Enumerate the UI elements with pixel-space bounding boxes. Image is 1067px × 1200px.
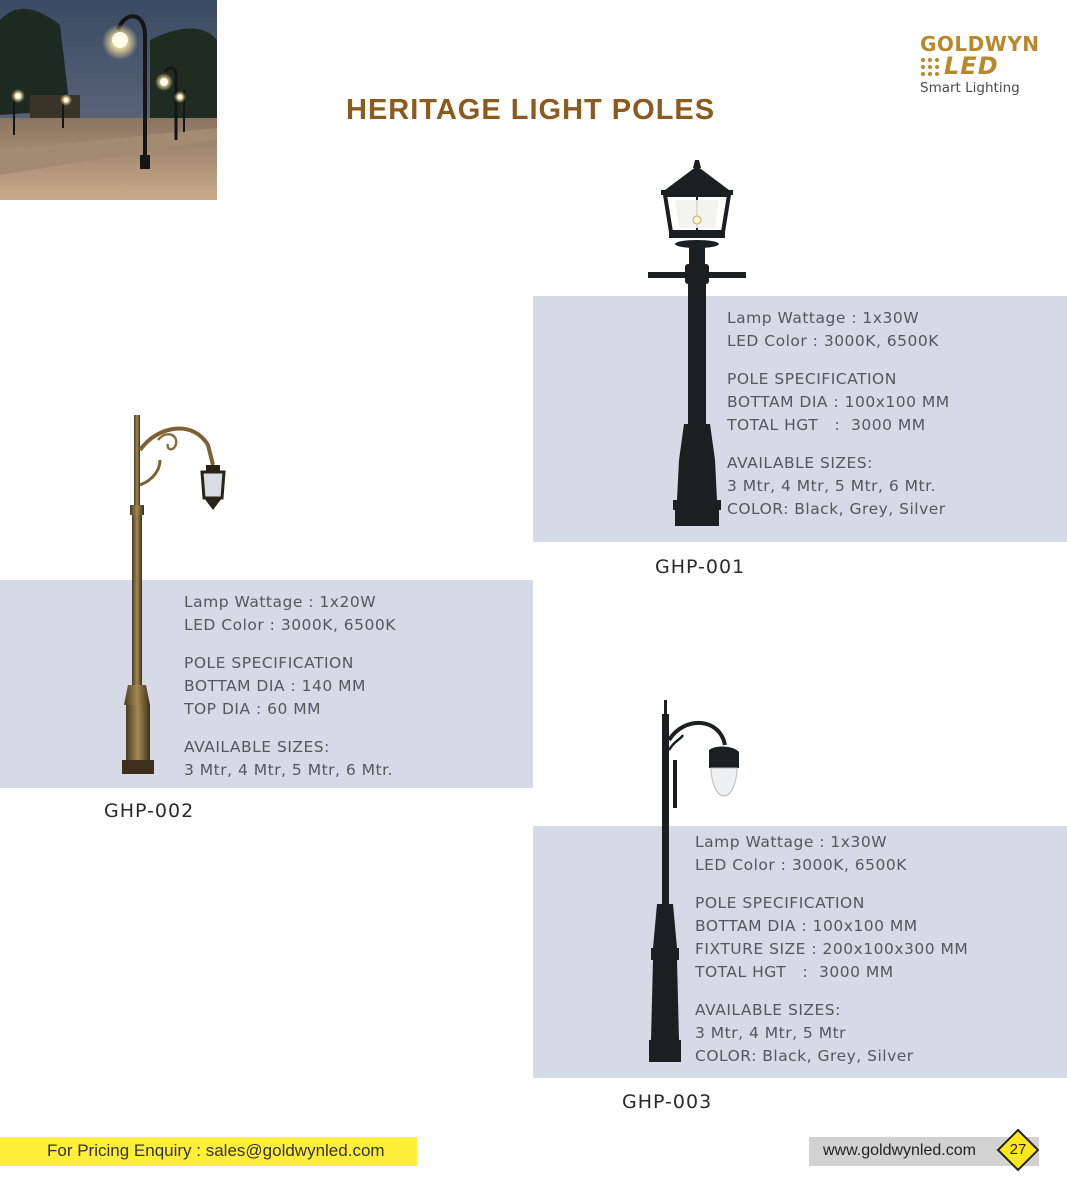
page-number: 27 [1009, 1141, 1027, 1158]
spec-line: LED Color : 3000K, 6500K [727, 332, 939, 350]
logo-led: LED [944, 52, 999, 80]
model-label-ghp-003: GHP-003 [622, 1091, 713, 1113]
spec-line: POLE SPECIFICATION [695, 894, 865, 912]
spec-line: Lamp Wattage : 1x30W [727, 309, 920, 327]
spec-line: 3 Mtr, 4 Mtr, 5 Mtr, 6 Mtr. [184, 761, 394, 779]
spec-line: AVAILABLE SIZES: [184, 738, 330, 756]
hero-street-photo [0, 0, 217, 200]
spec-line: Lamp Wattage : 1x30W [695, 833, 888, 851]
spec-line: Lamp Wattage : 1x20W [184, 593, 377, 611]
spec-line: TOTAL HGT : 3000 MM [695, 963, 894, 981]
model-label-ghp-002: GHP-002 [104, 800, 195, 822]
spec-line: BOTTAM DIA : 100x100 MM [695, 917, 918, 935]
pricing-enquiry-text[interactable]: For Pricing Enquiry : sales@goldwynled.com [47, 1141, 385, 1160]
spec-line: POLE SPECIFICATION [727, 370, 897, 388]
spec-line: 3 Mtr, 4 Mtr, 5 Mtr [695, 1024, 847, 1042]
goldwyn-logo [900, 30, 1040, 100]
spec-line: LED Color : 3000K, 6500K [695, 856, 907, 874]
spec-line: BOTTAM DIA : 140 MM [184, 677, 366, 695]
spec-line: COLOR: Black, Grey, Silver [695, 1047, 914, 1065]
spec-line: FIXTURE SIZE : 200x100x300 MM [695, 940, 969, 958]
spec-line: AVAILABLE SIZES: [695, 1001, 841, 1019]
spec-line: TOP DIA : 60 MM [184, 700, 322, 718]
logo-brand: GOLDWYN [920, 32, 1040, 56]
logo-tagline: Smart Lighting [920, 80, 1020, 96]
spec-text-ghp-003 [695, 831, 968, 1068]
page-title: HERITAGE LIGHT POLES [346, 94, 716, 126]
website-link[interactable]: www.goldwynled.com [823, 1142, 976, 1159]
spec-line: BOTTAM DIA : 100x100 MM [727, 393, 950, 411]
dot-grid-icon [920, 57, 940, 77]
spec-line: COLOR: Black, Grey, Silver [727, 500, 946, 518]
spec-text-ghp-001 [727, 307, 950, 521]
model-label-ghp-001: GHP-001 [655, 556, 746, 578]
spec-line: AVAILABLE SIZES: [727, 454, 873, 472]
pricing-enquiry-bar [0, 1137, 417, 1166]
spec-line: 3 Mtr, 4 Mtr, 5 Mtr, 6 Mtr. [727, 477, 937, 495]
spec-line: TOTAL HGT : 3000 MM [727, 416, 926, 434]
spec-text-ghp-002 [184, 591, 396, 782]
spec-line: POLE SPECIFICATION [184, 654, 354, 672]
spec-line: LED Color : 3000K, 6500K [184, 616, 396, 634]
